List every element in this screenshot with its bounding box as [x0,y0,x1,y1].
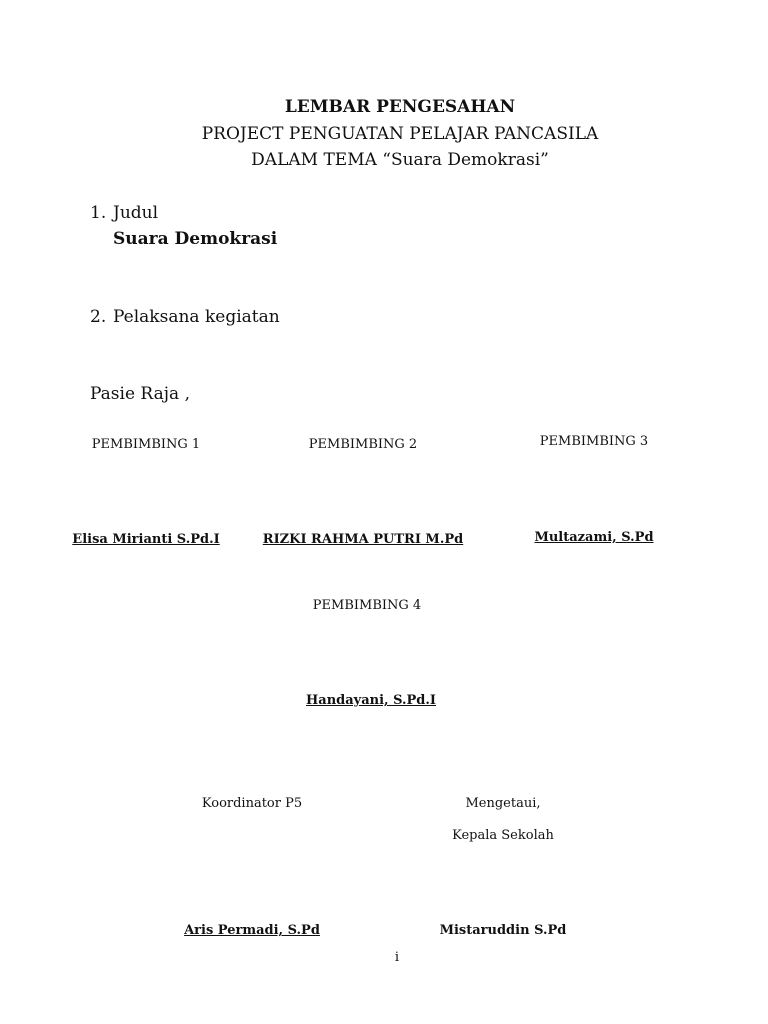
kepala-role: Kepala Sekolah [452,828,554,843]
item-2-label: Pelaksana kegiatan [113,307,280,327]
kepala-prefix: Mengetaui, [465,796,541,811]
pembimbing-1-name: Elisa Mirianti S.Pd.I [72,532,220,547]
item-1-number: 1. [90,203,107,223]
pembimbing-2-role: PEMBIMBING 2 [308,437,418,452]
document-title: LEMBAR PENGESAHAN [284,97,516,117]
pembimbing-2-name: RIZKI RAHMA PUTRI M.Pd [262,532,464,547]
pembimbing-3-role: PEMBIMBING 3 [539,434,649,449]
item-1-label: Judul [113,203,159,223]
document-subtitle: PROJECT PENGUATAN PELAJAR PANCASILA [201,124,599,144]
pembimbing-4-name: Handayani, S.Pd.I [305,693,436,708]
item-2-number: 2. [90,307,107,327]
koordinator-name: Aris Permadi, S.Pd [184,923,320,938]
pembimbing-1-role: PEMBIMBING 1 [91,437,201,452]
page-number: i [394,950,400,965]
kepala-name: Mistaruddin S.Pd [439,923,567,938]
pembimbing-3-name: Multazami, S.Pd [534,530,654,545]
place-text: Pasie Raja , [90,384,190,404]
document-theme: DALAM TEMA “Suara Demokrasi” [251,150,549,170]
koordinator-role: Koordinator P5 [201,796,303,811]
item-1-value: Suara Demokrasi [113,229,278,249]
pembimbing-4-role: PEMBIMBING 4 [312,598,422,613]
